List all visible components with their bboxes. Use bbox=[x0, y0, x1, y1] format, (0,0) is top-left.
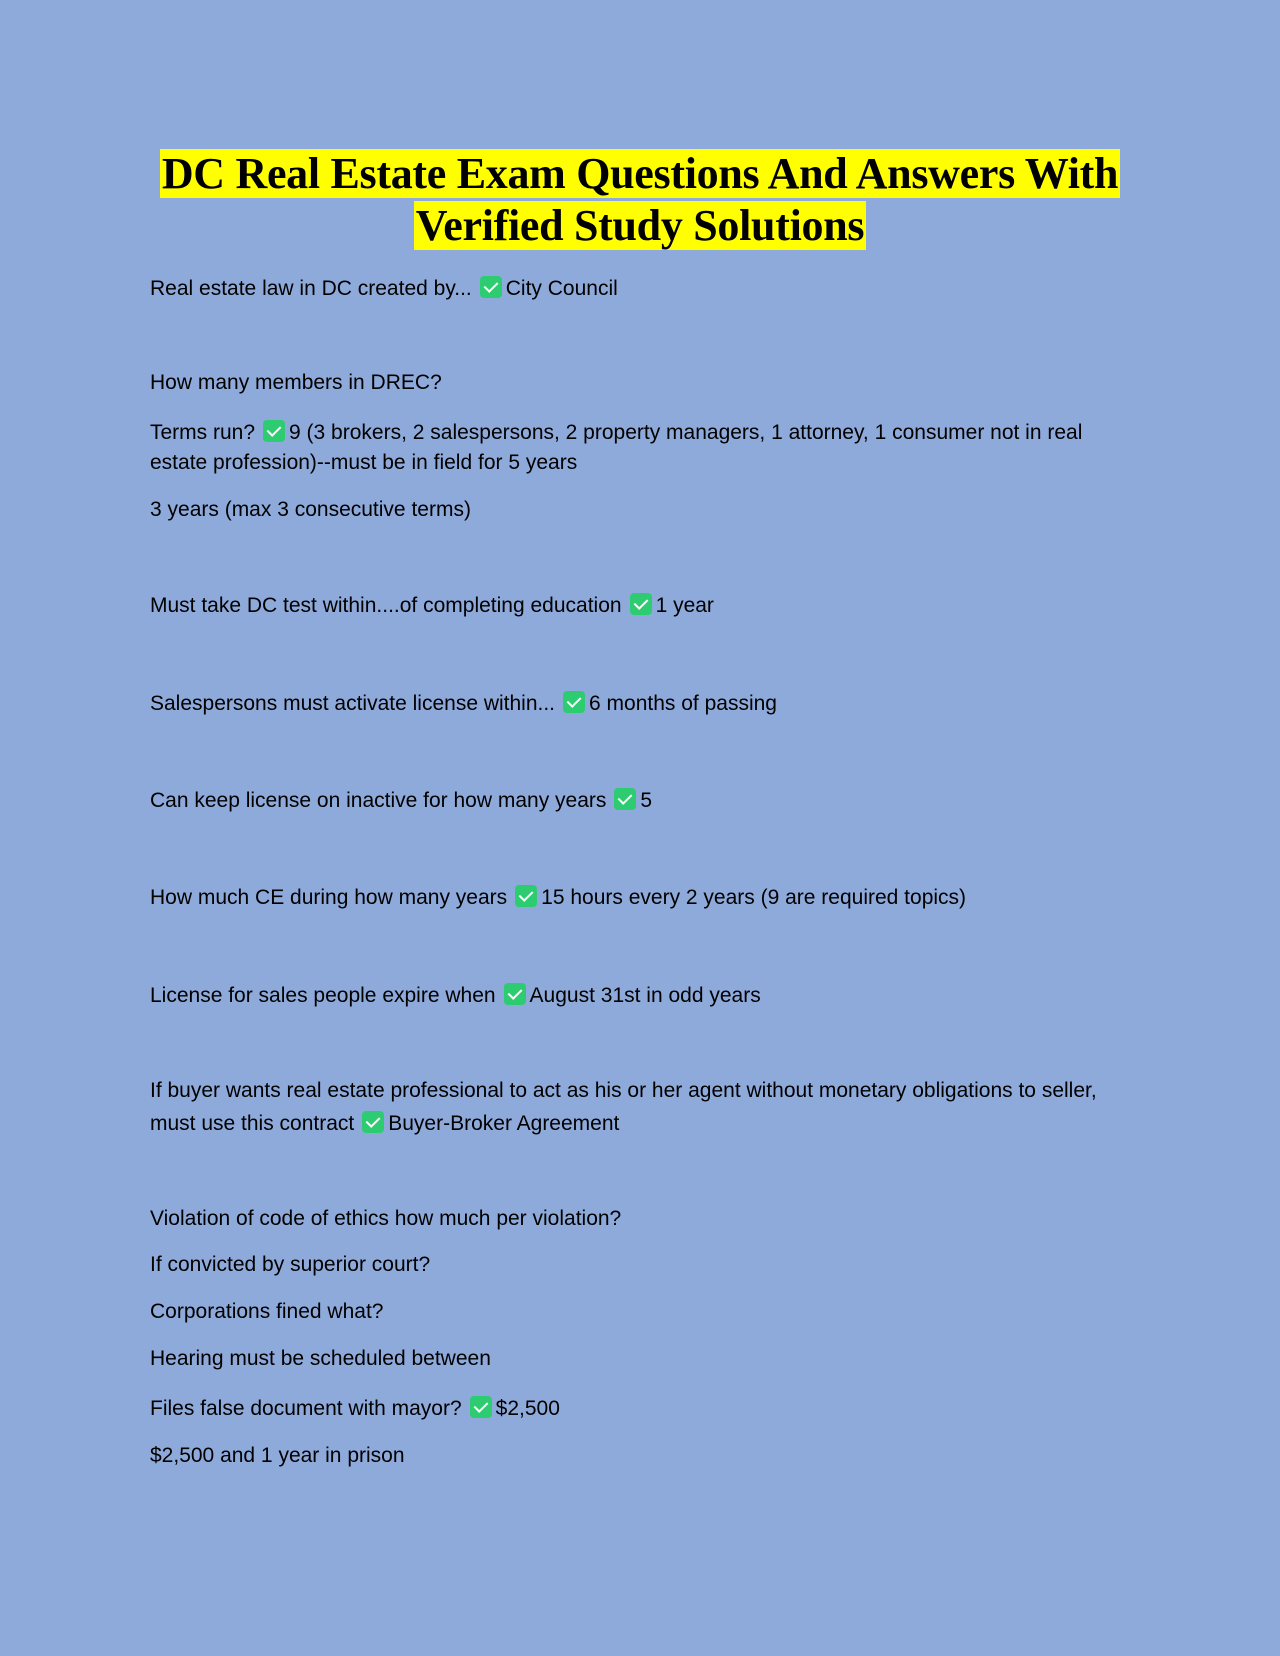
checkmark-icon bbox=[630, 593, 652, 615]
qa-item bbox=[150, 980, 1130, 1011]
qa-item bbox=[150, 1296, 1130, 1327]
checkmark-icon bbox=[362, 1111, 384, 1133]
checkmark-icon bbox=[470, 1396, 492, 1418]
answer-text: 1 year bbox=[655, 594, 714, 617]
answer-text-continued: estate profession)--must be in field for 5 years bbox=[150, 451, 578, 474]
answer-text: 3 years (max 3 consecutive terms) bbox=[150, 498, 471, 521]
qa-item bbox=[150, 1075, 1130, 1106]
question-text: Salespersons must activate license within... bbox=[150, 692, 556, 715]
checkmark-icon bbox=[563, 691, 585, 713]
title-line-2: Verified Study Solutions bbox=[415, 201, 865, 250]
answer-text: City Council bbox=[505, 277, 618, 300]
answer-text: $2,500 and 1 year in prison bbox=[150, 1444, 405, 1467]
checkmark-icon bbox=[263, 420, 285, 442]
question-text: Corporations fined what? bbox=[150, 1300, 384, 1323]
question-text: Must take DC test within....of completing education bbox=[150, 594, 622, 617]
qa-item-continuation bbox=[150, 447, 1130, 478]
answer-text: 9 (3 brokers, 2 salespersons, 2 property managers, 1 attorney, 1 consumer not in real bbox=[289, 421, 1083, 444]
answer-text: Buyer-Broker Agreement bbox=[388, 1112, 620, 1135]
question-text: If convicted by superior court? bbox=[150, 1253, 431, 1276]
answer-text: $2,500 bbox=[495, 1397, 560, 1420]
qa-item bbox=[150, 1440, 1130, 1471]
qa-item bbox=[150, 882, 1130, 913]
qa-item bbox=[150, 494, 1130, 525]
answer-text: August 31st in odd years bbox=[529, 984, 761, 1007]
qa-item bbox=[150, 1249, 1130, 1280]
question-text: Can keep license on inactive for how many years bbox=[150, 789, 607, 812]
question-text-continued: must use this contract bbox=[150, 1112, 355, 1135]
title-line-1: DC Real Estate Exam Questions And Answers With bbox=[161, 149, 1119, 198]
checkmark-icon bbox=[515, 885, 537, 907]
checkmark-icon bbox=[614, 788, 636, 810]
question-text: How many members in DREC? bbox=[150, 371, 442, 394]
qa-item bbox=[150, 1343, 1130, 1374]
qa-item bbox=[150, 688, 1130, 719]
answer-text: 5 bbox=[640, 789, 653, 812]
qa-item bbox=[150, 1393, 1130, 1424]
qa-item bbox=[150, 367, 1130, 398]
question-text: Terms run? bbox=[150, 421, 256, 444]
checkmark-icon bbox=[480, 276, 502, 298]
question-text: If buyer wants real estate professional to act as his or her agent without monetary obligations to seller, bbox=[150, 1079, 1097, 1102]
qa-item bbox=[150, 590, 1130, 621]
page-title bbox=[150, 148, 1130, 252]
question-text: License for sales people expire when bbox=[150, 984, 496, 1007]
answer-text: 6 months of passing bbox=[589, 692, 777, 715]
qa-item bbox=[150, 273, 1130, 304]
question-text: Files false document with mayor? bbox=[150, 1397, 462, 1420]
qa-item bbox=[150, 417, 1130, 448]
qa-item bbox=[150, 1203, 1130, 1234]
checkmark-icon bbox=[504, 983, 526, 1005]
answer-text: 15 hours every 2 years (9 are required topics) bbox=[541, 886, 967, 909]
question-text: Hearing must be scheduled between bbox=[150, 1347, 491, 1370]
qa-item-continuation bbox=[150, 1108, 1130, 1139]
question-text: How much CE during how many years bbox=[150, 886, 508, 909]
question-text: Violation of code of ethics how much per violation? bbox=[150, 1207, 622, 1230]
question-text: Real estate law in DC created by... bbox=[150, 277, 472, 300]
qa-item bbox=[150, 785, 1130, 816]
